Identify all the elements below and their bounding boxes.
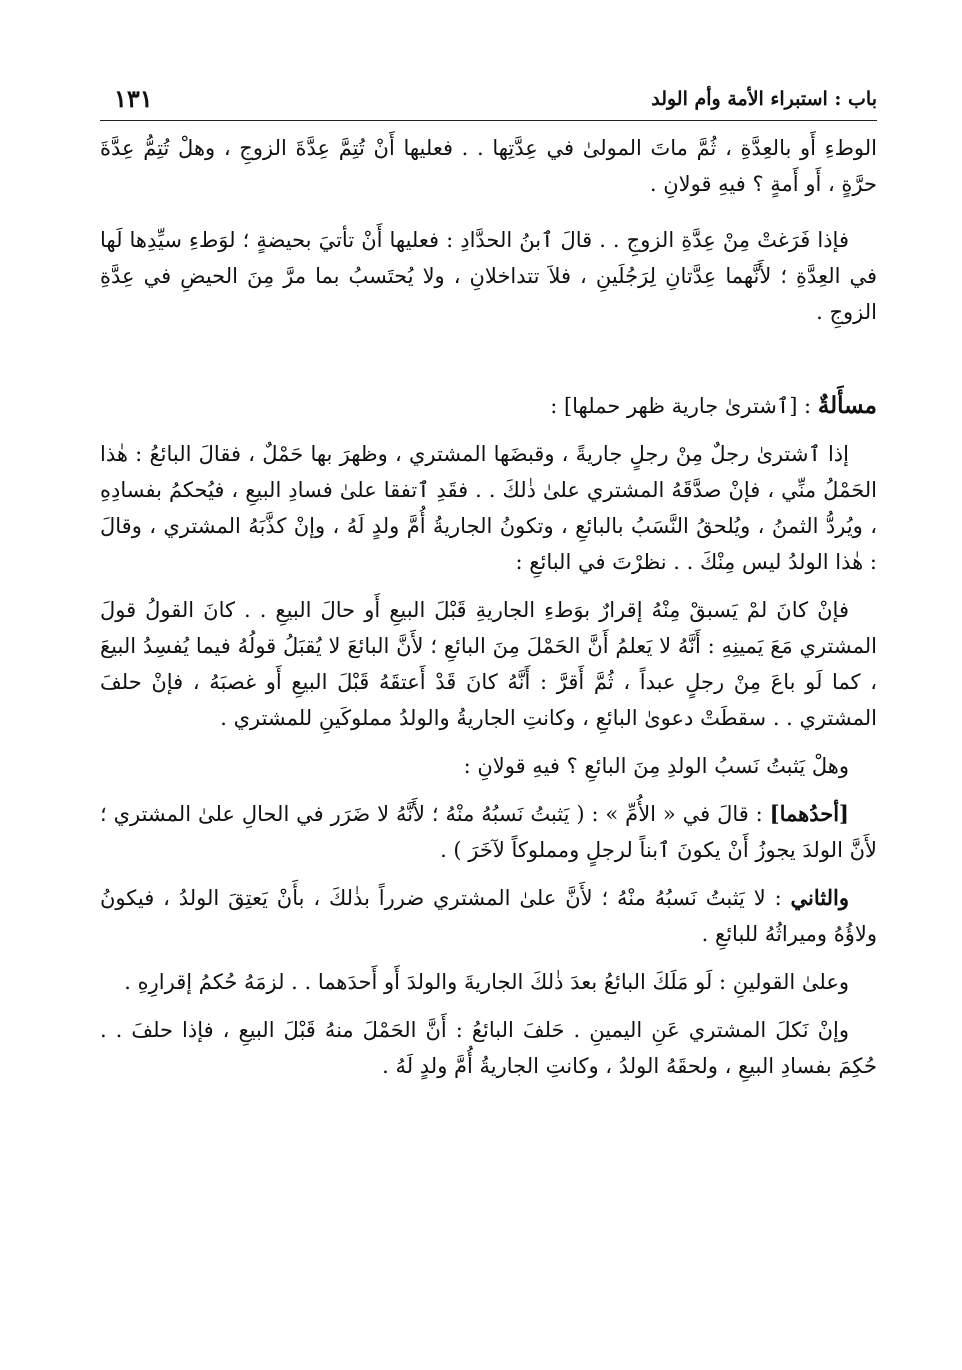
- paragraph-1: الوطءِ أَو بالعِدَّةِ ، ثُمَّ ماتَ المولىٰ في عِدَّتِها . . فعليها أَنْ تُتِمَّ عِدَّةَ الزوجِ ، وهلْ تُتِمُّ عِدَّةَ حرَّةٍ ، أَو أَمةٍ ؟ فيهِ قولانِ .: [100, 136, 877, 196]
- page-body: [100, 130, 877, 1084]
- paragraph-4: فإنْ كانَ لمْ يَسبقْ مِنْهُ إقرارٌ بوَطءِ الجاريةِ قَبْلَ البيعِ أَو حالَ البيعِ . . كانَ القولُ قولَ المشتري مَعَ يَمينِهِ : أَنَّهُ لا يَعلمُ أَنَّ الحَمْلَ مِنَ البائعِ ؛ لأَنَّ البائعَ لا يُقبَلُ قولُهُ فيما يُفسِدُ البيعَ ، كما لَو باعَ مِنْ رجلٍ عبداً ، ثُمَّ أَقرَّ : أَنَّهُ كانَ قَدْ أَعتقَهُ قَبْلَ البيعِ أَو غصبَهُ ، فإنْ حلفَ المشتري . . سقطَتْ دعوىٰ البائعِ ، وكانتِ الجاريةُ والولدُ مملوكَينِ للمشتري .: [100, 598, 877, 730]
- first-opinion-text: : قالَ في « الأُمِّ » : ( يَثبتُ نَسبُهُ منْهُ ؛ لأَنَّهُ لا ضَرَر في الحالِ علىٰ المشتري ؛ لأَنَّ الولدَ يجوزُ أَنْ يكونَ ٱبناً لرجلٍ ومملوكاً لآخَرَ ) .: [100, 802, 877, 862]
- page-header: [100, 86, 877, 121]
- paragraph-first-opinion: [100, 796, 877, 868]
- page-number: ١٣١: [114, 84, 153, 113]
- paragraph-5: وهلْ يَثبتُ نَسبُ الولدِ مِنَ البائعِ ؟ فيهِ قولانِ :: [463, 754, 849, 778]
- paragraph-9: وإنْ نَكلَ المشتري عَنِ اليمينِ . حَلفَ البائعُ : أَنَّ الحَمْلَ منهُ قَبْلَ البيعِ ، فإذا حلفَ . . حُكِمَ بفسادِ البيعِ ، ولحقَهُ الولدُ ، وكانتِ الجاريةُ أُمَّ ولدٍ لَهُ .: [100, 1018, 877, 1078]
- issue-title: : [ٱشترىٰ جارية ظهر حملها] :: [550, 394, 818, 418]
- paragraph-2: فإذا فَرَغتْ مِنْ عِدَّةِ الزوجِ . . قالَ ٱبنُ الحدَّادِ : فعليها أَنْ تأتيَ بحيضةٍ ؛ لوَطءِ سيِّدِها لَها في العِدَّةِ ؛ لأَنَّهما عِدَّتانِ لِرَجُلَينِ ، فلاَ تتداخلانِ ، ولا يُحتَسبُ بما مرَّ مِنَ الحيضِ في عِدَّةِ الزوجِ .: [100, 228, 877, 324]
- first-opinion-label: [أحدُهما]: [769, 801, 849, 826]
- issue-label: مسأَلةٌ: [817, 392, 877, 419]
- paragraph-8: وعلىٰ القولينِ : لَو مَلَكَ البائعُ بعدَ ذٰلكَ الجاريةَ والولدَ أَو أَحدَهما . . لزمَهُ حُكمُ إقرارِهِ .: [124, 970, 849, 994]
- running-head: باب : استبراء الأمة وأم الولد: [651, 88, 877, 110]
- issue-heading: [100, 388, 877, 424]
- paragraph-second-opinion: [100, 880, 877, 952]
- second-opinion-text: : لا يَثبتُ نَسبُهُ منْهُ ؛ لأَنَّ علىٰ المشتري ضرراً بذٰلكَ ، بأَنْ يَعتِقَ الولدُ ، فيكونُ ولاؤُهُ وميراثُهُ للبائعِ .: [100, 886, 877, 946]
- paragraph-3: إذا ٱشترىٰ رجلٌ مِنْ رجلٍ جاريةً ، وقبضَها المشتري ، وظهرَ بها حَمْلٌ ، فقالَ البائعُ : هٰذا الحَمْلُ منِّي ، فإنْ صدَّقَهُ المشتري علىٰ ذٰلكَ . . فقَدِ ٱتفقا علىٰ فسادِ البيعِ ، فيُحكمُ بفسادِهِ ، ويُردُّ الثمنُ ، ويُلحقُ النَّسَبُ بالبائعِ ، وتكونُ الجاريةُ أُمَّ ولدٍ لَهُ ، وإنْ كذَّبَهُ المشتري ، وقالَ : هٰذا الولدُ ليس مِنْكَ . . نظرْتَ في البائعِ :: [100, 442, 878, 574]
- second-opinion-label: والثاني: [790, 885, 849, 910]
